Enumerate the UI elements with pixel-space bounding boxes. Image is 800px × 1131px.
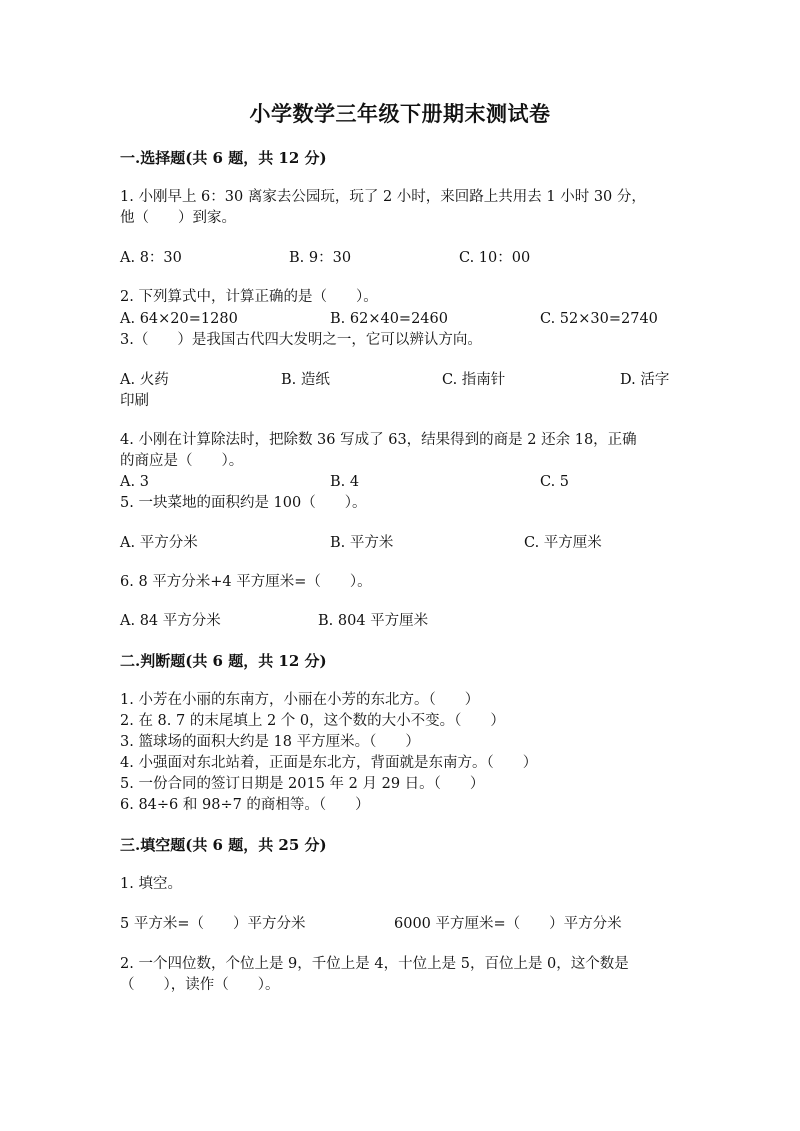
option-d-continued: 印刷 bbox=[120, 393, 149, 409]
fill-blank: 5 平方米=（ ）平方分米 bbox=[120, 916, 306, 932]
option-c: C. 指南针 bbox=[442, 372, 506, 388]
question-stem: 1. 小刚早上 6：30 离家去公园玩，玩了 2 小时，来回路上共用去 1 小时 30 分， bbox=[120, 189, 646, 205]
question-stem: （ ），读作（ ）。 bbox=[120, 977, 280, 993]
option-c: C. 5 bbox=[540, 474, 570, 490]
option-b: B. 4 bbox=[330, 474, 360, 490]
option-c: C. 平方厘米 bbox=[524, 535, 602, 551]
option-a: A. 64×20=1280 bbox=[120, 311, 238, 327]
judgement-item: 5. 一份合同的签订日期是 2015 年 2 月 29 日。（ ） bbox=[120, 776, 485, 792]
question-stem: 6. 8 平方分米+4 平方厘米=（ ）。 bbox=[120, 574, 372, 590]
option-b: B. 9：30 bbox=[289, 250, 352, 266]
judgement-item: 2. 在 8. 7 的末尾填上 2 个 0，这个数的大小不变。（ ） bbox=[120, 713, 505, 729]
judgement-item: 6. 84÷6 和 98÷7 的商相等。（ ） bbox=[120, 797, 370, 813]
option-a: A. 火药 bbox=[120, 372, 169, 388]
judgement-item: 4. 小强面对东北站着，正面是东北方，背面就是东南方。（ ） bbox=[120, 755, 538, 771]
question-stem: 5. 一块菜地的面积约是 100（ ）。 bbox=[120, 495, 367, 511]
fill-blank: 6000 平方厘米=（ ）平方分米 bbox=[394, 916, 622, 932]
option-b: B. 平方米 bbox=[330, 535, 394, 551]
option-a: A. 84 平方分米 bbox=[120, 613, 221, 629]
option-d: D. 活字 bbox=[620, 372, 670, 388]
option-b: B. 804 平方厘米 bbox=[318, 613, 429, 629]
section-heading-choice: 一.选择题(共 6 题，共 12 分) bbox=[120, 149, 327, 167]
option-a: A. 3 bbox=[120, 474, 149, 490]
question-stem: 2. 一个四位数，个位上是 9，千位上是 4，十位上是 5，百位上是 0，这个数是 bbox=[120, 956, 629, 972]
option-a: A. 8：30 bbox=[120, 250, 182, 266]
question-stem: 4. 小刚在计算除法时，把除数 36 写成了 63，结果得到的商是 2 还余 18，正确 bbox=[120, 432, 637, 448]
section-heading-fill: 三.填空题(共 6 题，共 25 分) bbox=[120, 836, 327, 854]
question-stem: 他（ ）到家。 bbox=[120, 210, 236, 226]
judgement-item: 1. 小芳在小丽的东南方，小丽在小芳的东北方。（ ） bbox=[120, 692, 480, 708]
page-title: 小学数学三年级下册期末测试卷 bbox=[249, 101, 551, 126]
section-heading-judgement: 二.判断题(共 6 题，共 12 分) bbox=[120, 652, 327, 670]
question-stem: 1. 填空。 bbox=[120, 876, 182, 892]
question-stem: 3.（ ）是我国古代四大发明之一，它可以辨认方向。 bbox=[120, 332, 482, 348]
option-b: B. 造纸 bbox=[281, 372, 330, 388]
option-a: A. 平方分米 bbox=[120, 535, 198, 551]
question-stem: 的商应是（ ）。 bbox=[120, 453, 244, 469]
question-stem: 2. 下列算式中，计算正确的是（ ）。 bbox=[120, 289, 378, 305]
option-b: B. 62×40=2460 bbox=[330, 311, 448, 327]
judgement-item: 3. 篮球场的面积大约是 18 平方厘米。（ ） bbox=[120, 734, 420, 750]
option-c: C. 10：00 bbox=[459, 250, 531, 266]
option-c: C. 52×30=2740 bbox=[540, 311, 658, 327]
